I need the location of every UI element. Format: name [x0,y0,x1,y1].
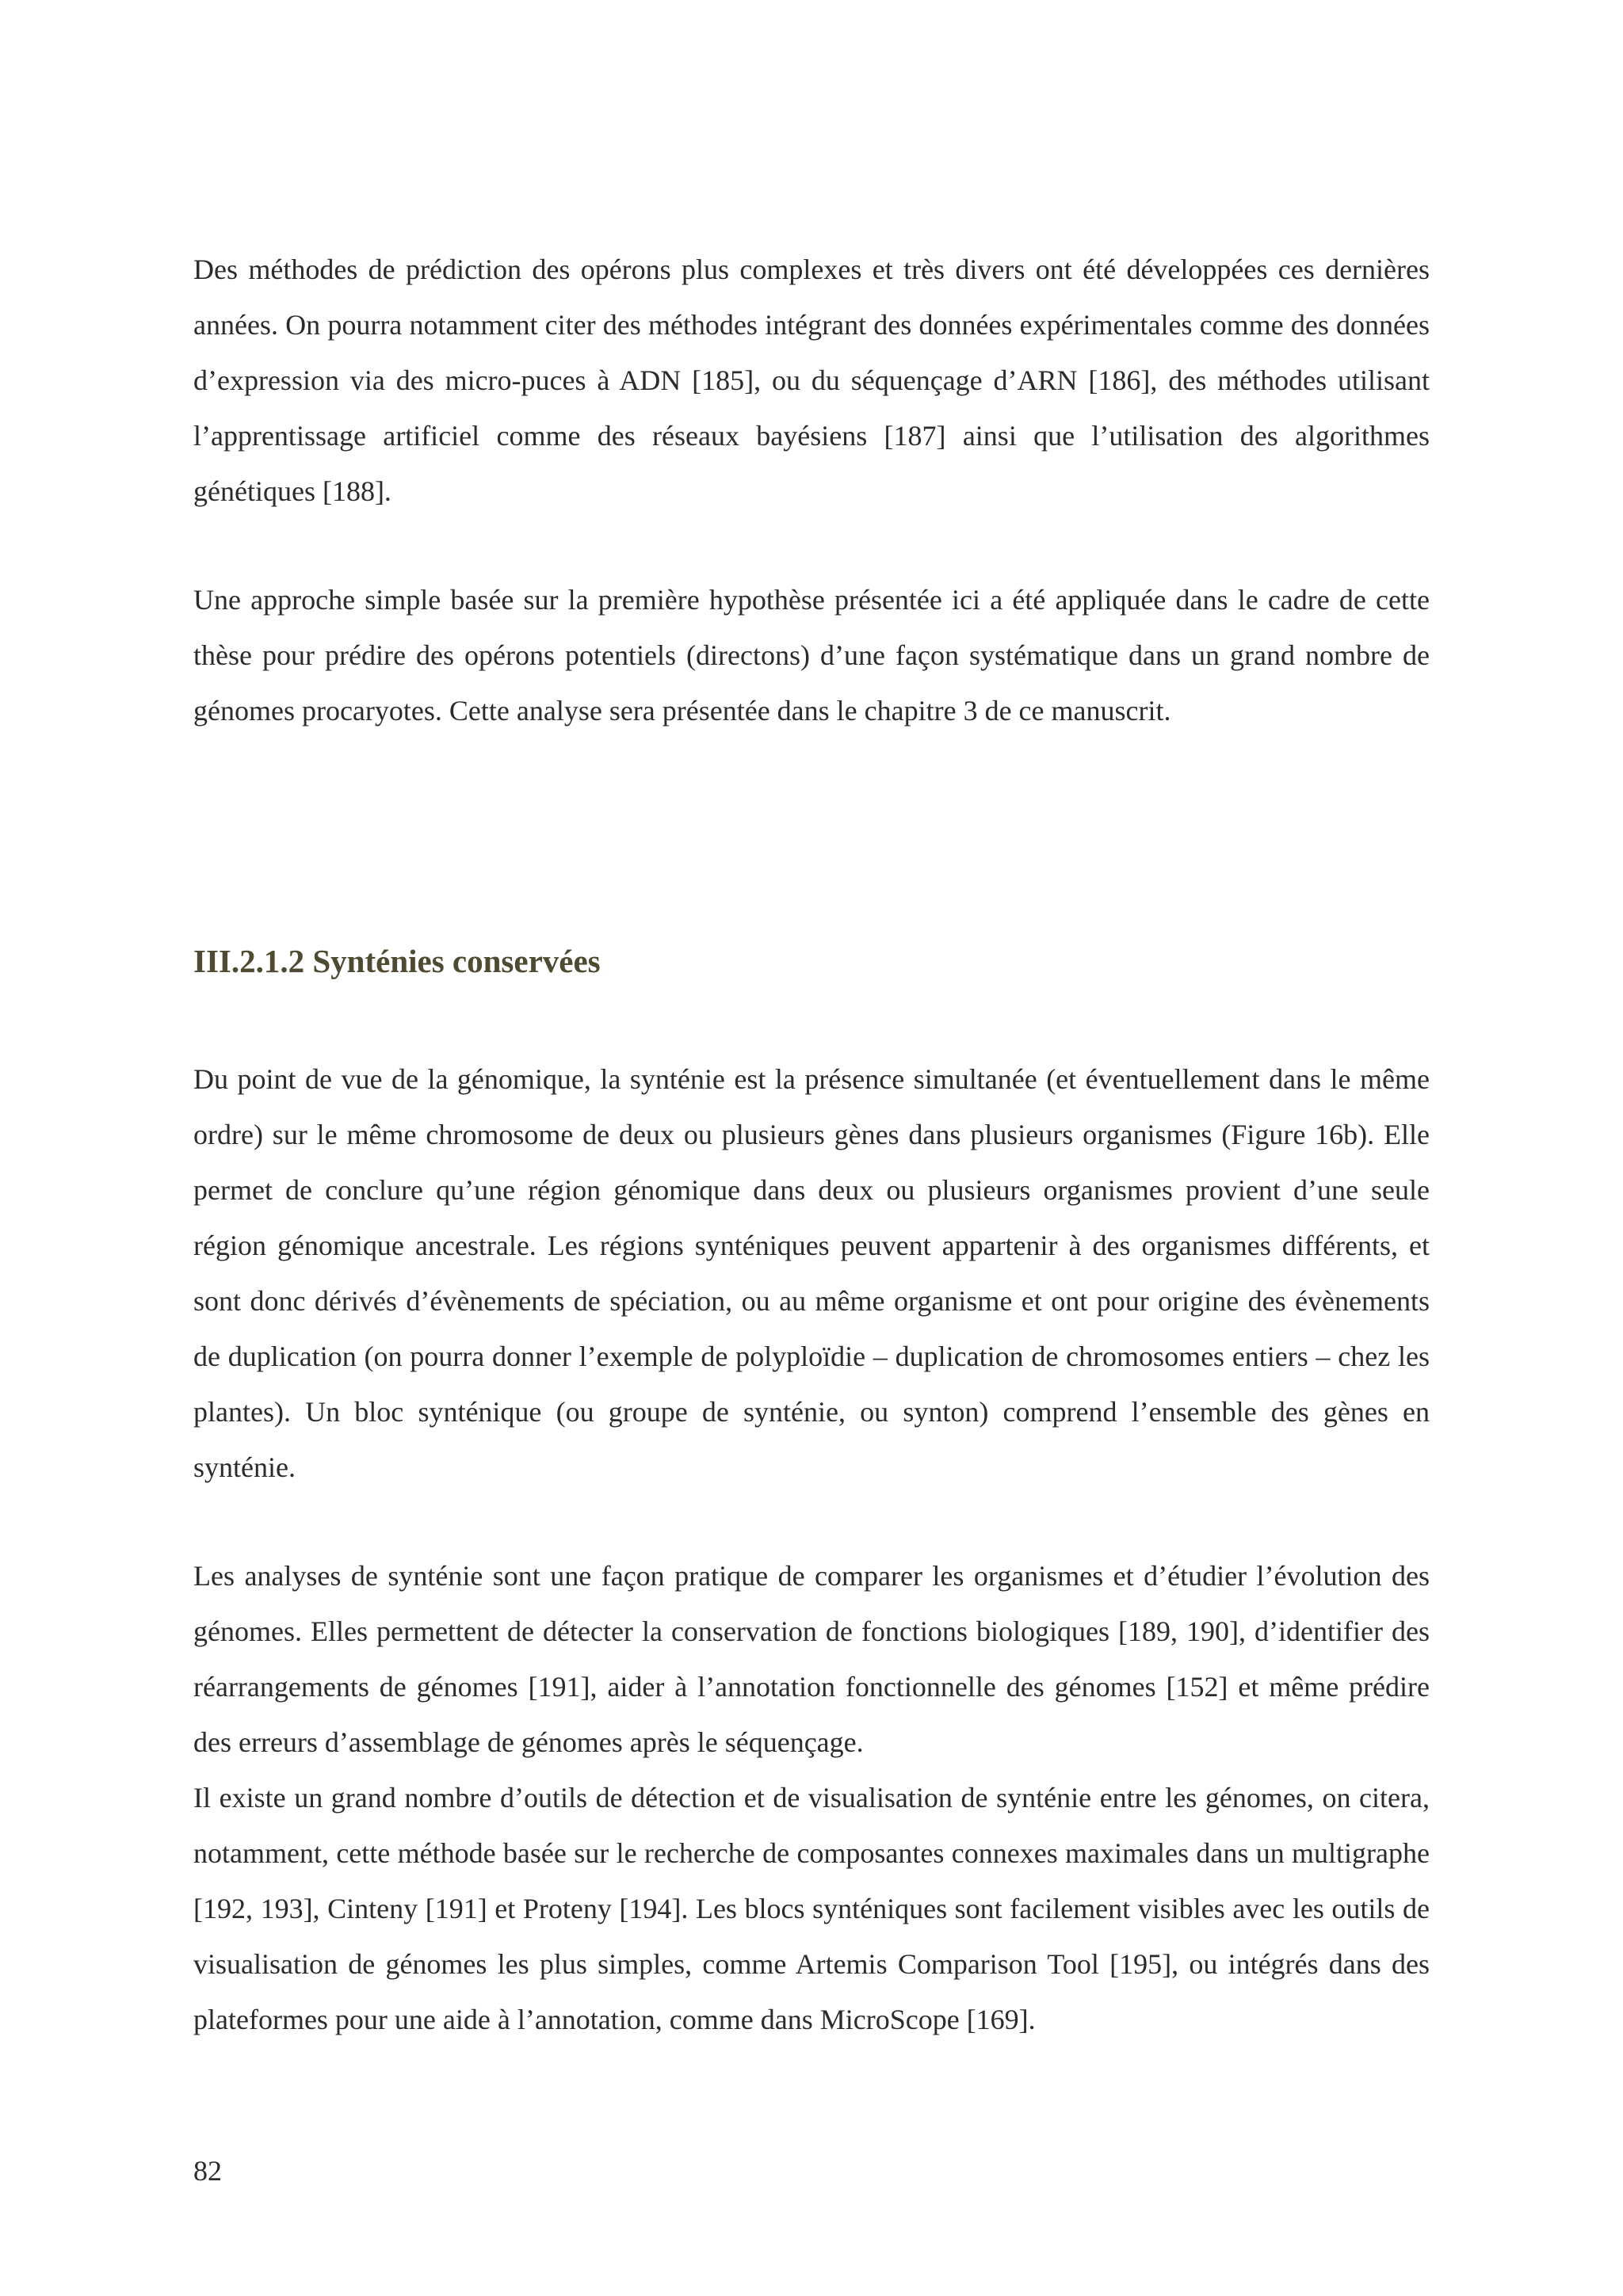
paragraph-simple-approach: Une approche simple basée sur la première hypothèse présentée ici a été appliquée dans le cadre de cette thèse pour prédire des opérons potentiels (directons) d’une façon systématique dans un grand nombre de génomes procaryotes. Cette analyse sera présentée dans le chapitre 3 de ce manuscrit. [193,584,1430,727]
paragraph-synteny-definition: Du point de vue de la génomique, la synténie est la présence simultanée (et éventuellement dans le même ordre) sur le même chromosome de deux ou plusieurs gènes dans plusieurs organismes (Figure 16b). Elle permet de conclure qu’une région génomique dans deux ou plusieurs organismes provient d’une seule région génomique ancestrale. Les régions synténiques peuvent appartenir à des organismes différents, et sont donc dérivés d’évènements de spéciation, ou au même organisme et ont pour origine des évènements de duplication (on pourra donner l’exemple de polyploïdie – duplication de chromosomes entiers – chez les plantes). Un bloc synténique (ou groupe de synténie, ou synton) comprend l’ensemble des gènes en synténie. [193,1063,1430,1483]
paragraph-synteny-tools: Il existe un grand nombre d’outils de détection et de visualisation de synténie entre les génomes, on citera, notamment, cette méthode basée sur le recherche de composantes connexes maximales dans un multigraphe [192, 193], Cinteny [191] et Proteny [194]. Les blocs synténiques sont facilement visibles avec les outils de visualisation de génomes les plus simples, comme Artemis Comparison Tool [195], ou intégrés dans des plateformes pour une aide à l’annotation, comme dans MicroScope [169]. [193,1782,1430,2035]
page-number: 82 [193,2155,222,2187]
section-heading: III.2.1.2 Synténies conservées [193,943,601,979]
paragraph-operon-prediction-methods: Des méthodes de prédiction des opérons plus complexes et très divers ont été développées ces dernières années. On pourra notamment citer des méthodes intégrant des données expérimentales comme des données d’expression via des micro-puces à ADN [185], ou du séquençage d’ARN [186], des méthodes utilisant l’apprentissage artificiel comme des réseaux bayésiens [187] ainsi que l’utilisation des algorithmes génétiques [188]. [193,254,1430,507]
paragraph-synteny-analyses: Les analyses de synténie sont une façon pratique de comparer les organismes et d’étudier l’évolution des génomes. Elles permettent de détecter la conservation de fonctions biologiques [189, 190], d’identifier des réarrangements de génomes [191], aider à l’annotation fonctionnelle des génomes [152] et même prédire des erreurs d’assemblage de génomes après le séquençage. [193,1560,1430,1758]
